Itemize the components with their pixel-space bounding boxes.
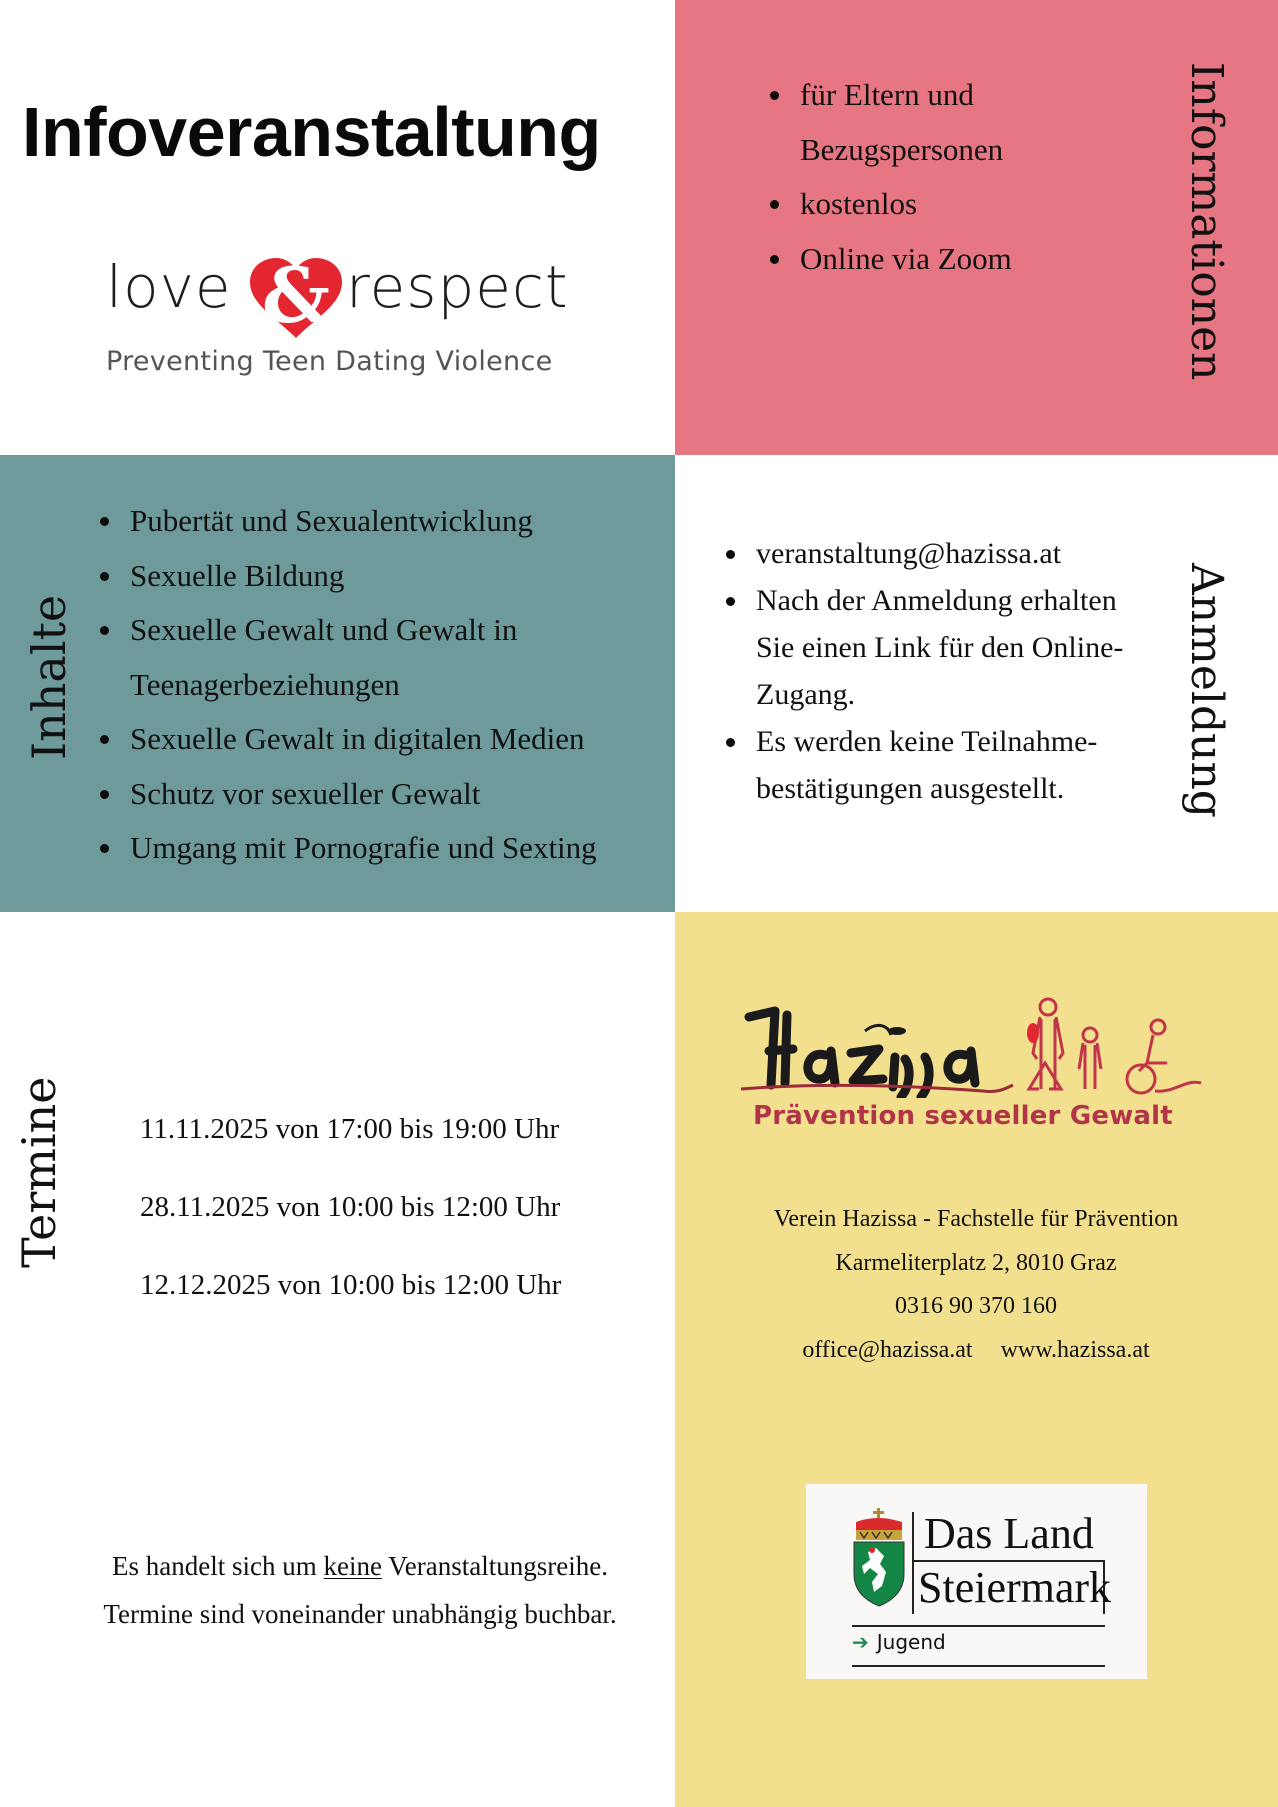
steiermark-jugend: ➔ Jugend	[852, 1630, 946, 1654]
contact-block	[690, 1198, 1262, 1372]
list-item: Es werden keine Teilnahme- bestätigungen ausgestellt.	[722, 718, 1182, 812]
section-label-anmeldung: Anmeldung	[1181, 563, 1232, 818]
registration-email-link[interactable]: veranstaltung@hazissa.at	[756, 537, 1062, 570]
logo-word-respect: respect	[346, 253, 569, 321]
contact-address: Karmeliterplatz 2, 8010 Graz	[835, 1249, 1117, 1276]
list-item: Sexuelle Gewalt und Gewalt in Teenagerbeziehungen	[96, 603, 666, 712]
bullet-icon	[100, 626, 109, 635]
bullet-icon	[770, 91, 779, 100]
bullet-icon	[726, 597, 735, 606]
informationen-list	[766, 68, 1166, 286]
list-item: Sexuelle Gewalt in digitalen Medien	[96, 712, 666, 767]
steiermark-coat-of-arms-icon	[850, 1508, 908, 1608]
page-title: Infoveranstaltung	[22, 93, 601, 171]
list-item: Schutz vor sexueller Gewalt	[96, 767, 666, 822]
date-item: 28.11.2025 von 10:00 bis 12:00 Uhr	[140, 1191, 561, 1223]
divider	[852, 1625, 1105, 1627]
list-item: kostenlos	[766, 177, 1166, 232]
hazissa-logo	[735, 993, 1205, 1133]
list-item: Sexuelle Bildung	[96, 549, 666, 604]
title-panel	[0, 0, 675, 455]
arrow-right-icon: ➔	[852, 1630, 869, 1654]
contact-email-link[interactable]: office@hazissa.at	[802, 1336, 973, 1363]
list-item: für Eltern und Bezugspersonen	[766, 68, 1166, 177]
steiermark-logo	[806, 1484, 1147, 1679]
steiermark-frame	[912, 1509, 1125, 1614]
section-label-inhalte: Inhalte	[22, 594, 76, 760]
list-item	[722, 530, 1182, 577]
love-respect-logo	[106, 253, 596, 383]
date-item: 12.12.2025 von 10:00 bis 12:00 Uhr	[140, 1269, 562, 1301]
contact-website-link[interactable]: www.hazissa.at	[1000, 1336, 1150, 1363]
svg-text:&: &	[261, 256, 331, 340]
contact-web-row	[690, 1329, 1262, 1373]
contact-phone[interactable]: 0316 90 370 160	[895, 1293, 1057, 1319]
date-list	[140, 1115, 561, 1349]
bullet-icon	[100, 517, 109, 526]
logo-tagline: Preventing Teen Dating Violence	[106, 346, 553, 377]
note-line-2: Termine sind voneinander unabhängig buchbar.	[103, 1599, 617, 1629]
heart-ampersand-icon	[246, 256, 346, 340]
bullet-icon	[726, 738, 735, 747]
steiermark-line-1: Das Land	[924, 1509, 1094, 1558]
logo-word-love: love	[106, 253, 232, 321]
bullet-icon	[770, 255, 779, 264]
bullet-icon	[726, 550, 735, 559]
hazissa-tagline: Prävention sexueller Gewalt	[753, 1101, 1173, 1131]
bullet-icon	[100, 844, 109, 853]
list-item: Pubertät und Sexualentwicklung	[96, 494, 666, 549]
hazissa-wordmark-icon	[735, 993, 1205, 1098]
list-item: Umgang mit Pornografie und Sexting	[96, 821, 666, 876]
contact-org: Verein Hazissa - Fachstelle für Prävention	[773, 1206, 1179, 1232]
bullet-icon	[100, 790, 109, 799]
section-label-termine: Termine	[12, 1076, 66, 1268]
divider	[852, 1665, 1105, 1667]
note-line-1: Es handelt sich um keine Veranstaltungsreihe.	[112, 1551, 608, 1581]
emphasis-keine: keine	[323, 1551, 382, 1581]
termine-panel	[0, 912, 675, 1807]
list-item: Nach der Anmeldung erhalten Sie einen Link für den Online- Zugang.	[722, 577, 1182, 718]
steiermark-line-2: Steiermark	[918, 1563, 1112, 1612]
anmeldung-list	[722, 530, 1182, 812]
bullet-icon	[100, 572, 109, 581]
list-item: Online via Zoom	[766, 232, 1166, 287]
date-item: 11.11.2025 von 17:00 bis 19:00 Uhr	[140, 1113, 560, 1145]
bullet-icon	[100, 735, 109, 744]
bullet-icon	[770, 200, 779, 209]
section-label-informationen: Informationen	[1181, 62, 1232, 381]
series-note	[40, 1542, 680, 1638]
inhalte-list	[96, 494, 666, 876]
